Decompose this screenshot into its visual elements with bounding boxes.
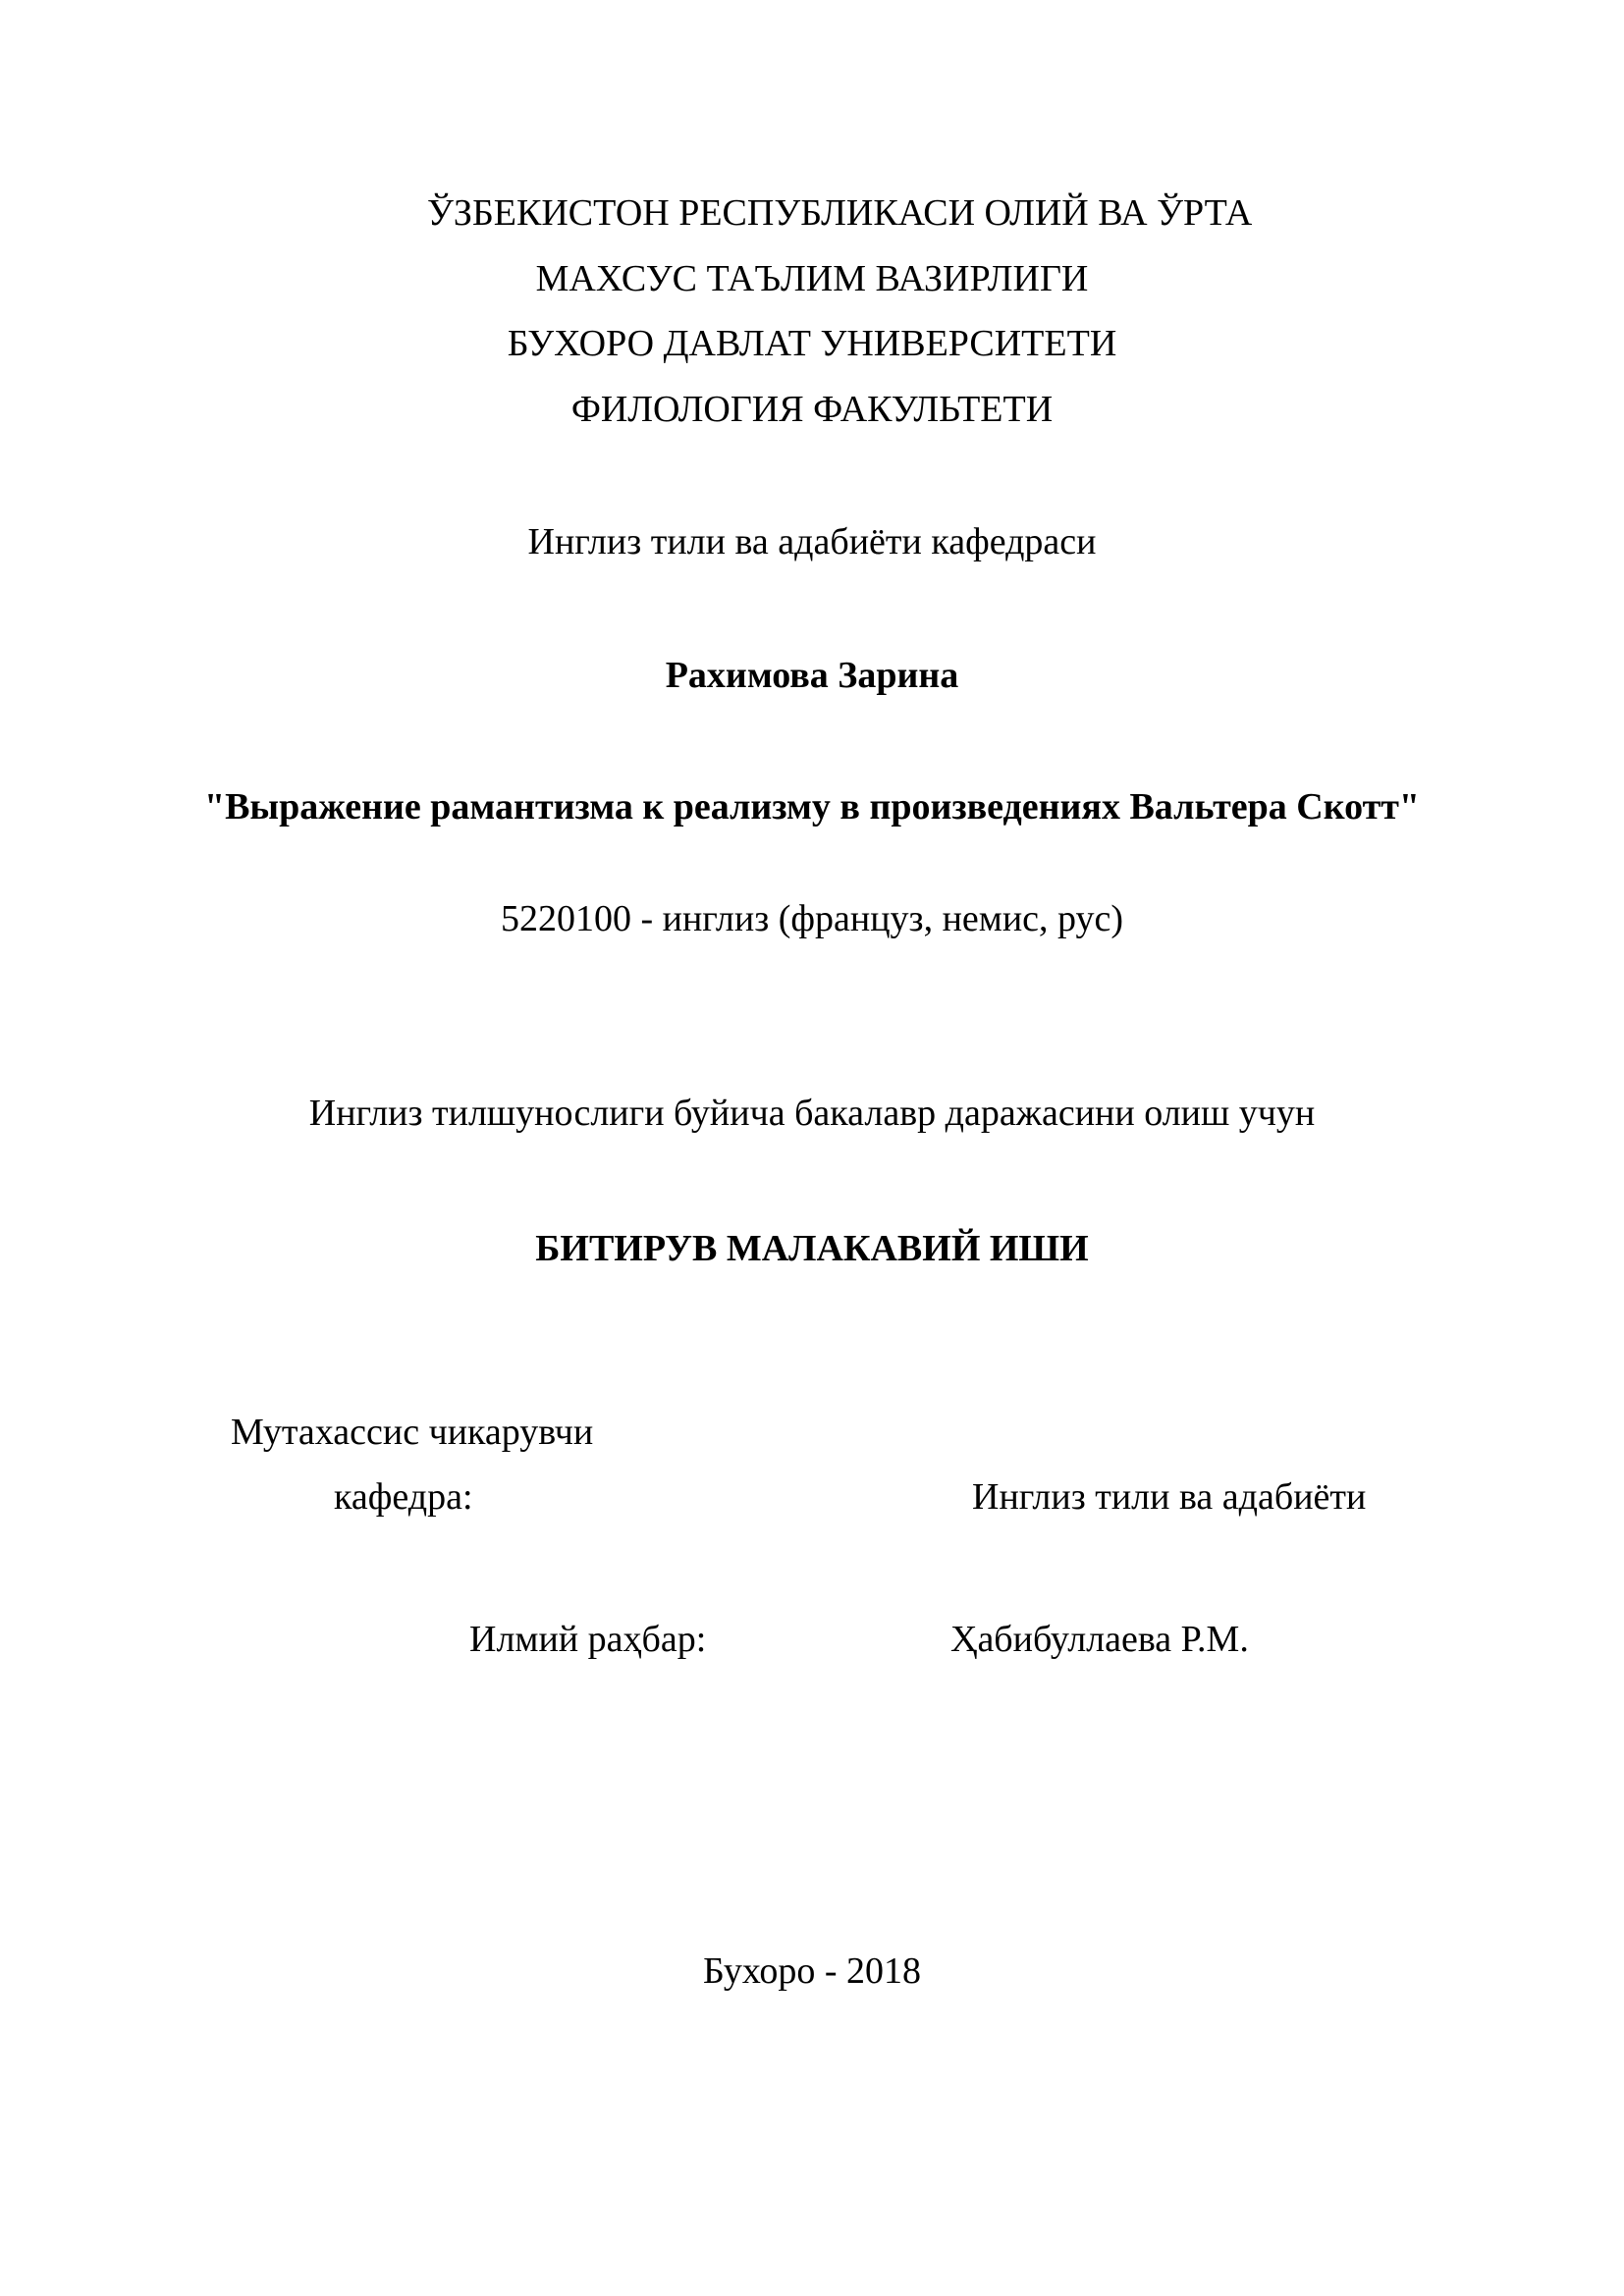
- supervisor-label: Илмий раҳбар:: [469, 1619, 707, 1660]
- ministry-line-1: ЎЗБЕКИСТОН РЕСПУБЛИКАСИ ОЛИЙ ВА ЎРТА: [427, 192, 1253, 234]
- graduating-department-label-cont: кафедра:: [334, 1476, 473, 1518]
- department-name: Инглиз тили ва адабиёти кафедраси: [527, 521, 1097, 562]
- university-name: БУХОРО ДАВЛАТ УНИВЕРСИТЕТИ: [507, 323, 1117, 364]
- ministry-line-2: МАХСУС ТАЪЛИМ ВАЗИРЛИГИ: [535, 258, 1089, 299]
- thesis-title: "Выражение рамантизма к реализму в произведениях Вальтера Скотт": [203, 786, 1421, 828]
- graduating-department-label: Мутахассис чикарувчи: [231, 1412, 594, 1453]
- graduating-department-value: Инглиз тили ва адабиёти: [972, 1476, 1367, 1518]
- work-type-heading: БИТИРУВ МАЛАКАВИЙ ИШИ: [535, 1228, 1089, 1269]
- faculty-name: ФИЛОЛОГИЯ ФАКУЛЬТЕТИ: [570, 389, 1054, 430]
- supervisor-name: Ҳабибуллаева Р.М.: [950, 1619, 1249, 1660]
- author-name: Рахимова Зарина: [665, 655, 959, 696]
- city-year: Бухоро - 2018: [702, 1950, 922, 1992]
- specialty-code: 5220100 - инглиз (француз, немис, рус): [500, 898, 1124, 939]
- degree-purpose: Инглиз тилшунослиги буйича бакалавр даражасини олиш учун: [308, 1093, 1316, 1134]
